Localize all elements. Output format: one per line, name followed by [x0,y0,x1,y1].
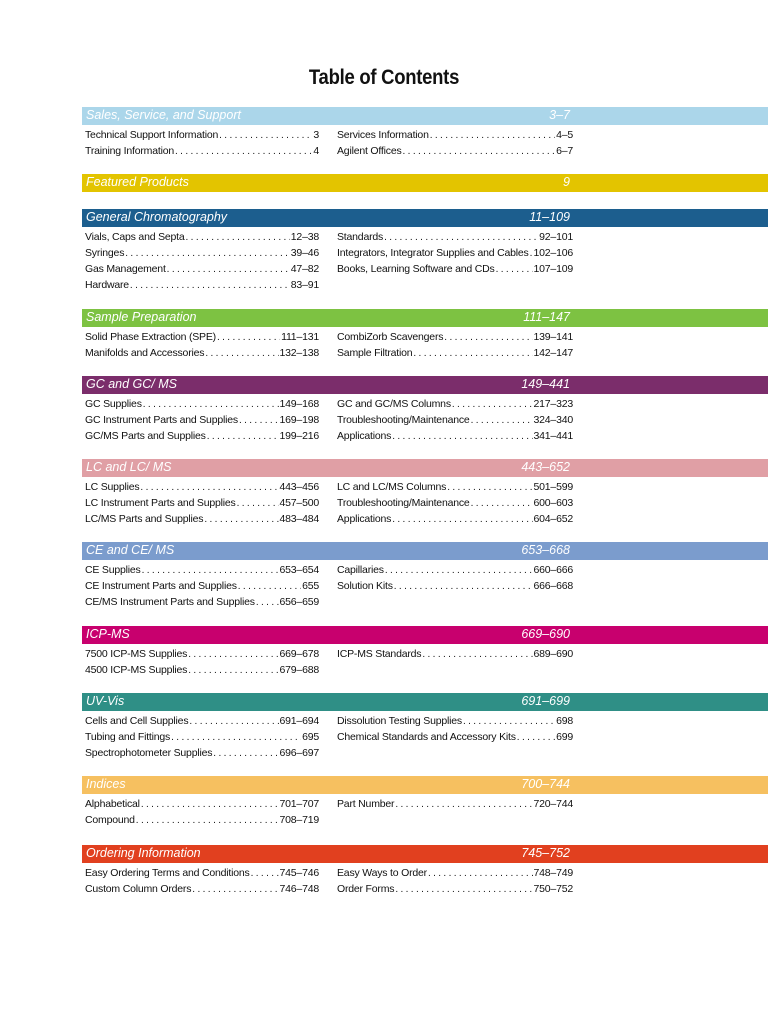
entry-label: LC and LC/MS Columns [337,481,447,493]
dot-leader [251,865,279,882]
entry-label: Sample Filtration [337,347,413,359]
dot-leader [496,261,533,278]
page-title: Table of Contents [308,66,460,89]
section-header-band [82,174,768,192]
toc-section [82,542,768,608]
entry-pages: 107–109 [533,263,573,275]
entry-label: Part Number [337,798,395,810]
entry-label: Technical Support Information [85,129,219,141]
entry-label: Applications [337,513,392,525]
entry-pages: 47–82 [290,263,319,275]
dot-leader [384,229,538,246]
entry-label: CE Instrument Parts and Supplies [85,580,237,592]
entry-label: GC and GC/MS Columns [337,398,451,410]
toc-section [82,309,768,359]
entry-pages: 748–749 [533,867,573,879]
toc-entry [337,127,573,143]
entry-label: CombiZorb Scavengers [337,331,444,343]
entry-label: Hardware [85,279,129,291]
entry-pages: 501–599 [533,481,573,493]
left-column [85,127,319,159]
left-column [85,396,319,444]
toc-entry [85,646,319,662]
entry-pages: 695 [302,731,319,743]
section-title: LC and LC/ MS [86,460,172,474]
toc-entry [85,428,319,444]
left-column [85,562,319,610]
section-header-band [82,309,768,327]
dot-leader [395,796,532,813]
dot-leader [188,646,278,663]
entry-pages: 149–168 [279,398,319,410]
toc-entry [337,245,573,261]
toc-section [82,845,768,895]
entry-pages: 139–141 [533,331,573,343]
toc-entry [85,796,319,812]
section-page-range: 745–752 [521,846,570,860]
entry-pages: 83–91 [290,279,319,291]
dot-leader [189,713,278,730]
right-column [337,127,573,159]
section-header-band [82,209,768,227]
entry-label: Capillaries [337,564,384,576]
dot-leader [394,578,533,595]
entry-label: Services Information [337,129,429,141]
dot-leader [430,127,555,144]
entry-label: Syringes [85,247,125,259]
toc-entry [85,329,319,345]
entry-label: CE/MS Instrument Parts and Supplies [85,596,255,608]
toc-section [82,107,768,157]
entry-pages: 660–666 [533,564,573,576]
entry-pages: 708–719 [279,814,319,826]
entry-label: Easy Ordering Terms and Conditions [85,867,250,879]
section-header-band [82,845,768,863]
left-column [85,646,319,678]
entry-label: Tubing and Fittings [85,731,171,743]
toc-entry [85,345,319,361]
dot-leader [238,578,301,595]
toc-entry [85,143,319,159]
entry-label: Chemical Standards and Accessory Kits [337,731,516,743]
toc-section [82,459,768,525]
toc-section [82,693,768,759]
entry-label: LC/MS Parts and Supplies [85,513,204,525]
entry-pages: 746–748 [279,883,319,895]
section-page-range: 9 [563,175,570,189]
toc-entry [85,495,319,511]
entry-pages: 6–7 [556,145,573,157]
entry-label: Standards [337,231,384,243]
toc-section [82,209,768,291]
dot-leader [471,412,533,429]
entry-pages: 655 [302,580,319,592]
entry-pages: 39–46 [290,247,319,259]
toc-entry [337,865,573,881]
toc-section [82,626,768,676]
dot-leader [256,594,279,611]
entry-label: Custom Column Orders [85,883,192,895]
entry-pages: 689–690 [533,648,573,660]
toc-entry [85,562,319,578]
entry-pages: 217–323 [533,398,573,410]
dot-leader [237,495,279,512]
dot-leader [142,562,279,579]
toc-entry [337,729,573,745]
toc-entry [337,495,573,511]
dot-leader [175,143,312,160]
entry-pages: 443–456 [279,481,319,493]
section-page-range: 669–690 [521,627,570,641]
entry-pages: 604–652 [533,513,573,525]
dot-leader [192,881,278,898]
left-column [85,865,319,897]
entry-label: LC Instrument Parts and Supplies [85,497,236,509]
entry-label: Dissolution Testing Supplies [337,715,462,727]
toc-entry [337,511,573,527]
section-page-range: 149–441 [521,377,570,391]
entry-label: Manifolds and Accessories [85,347,205,359]
right-column [337,562,573,594]
section-header-band [82,776,768,794]
entry-label: Compound [85,814,135,826]
left-column [85,229,319,293]
left-column [85,713,319,761]
dot-leader [395,881,532,898]
entry-pages: 12–38 [290,231,319,243]
toc-entry [85,412,319,428]
dot-leader [452,396,533,413]
dot-leader [392,511,532,528]
entry-label: Solution Kits [337,580,393,592]
entry-label: Alphabetical [85,798,140,810]
entry-label: Integrators, Integrator Supplies and Cables [337,247,529,259]
toc-entry [337,345,573,361]
right-column [337,479,573,527]
entry-pages: 666–668 [533,580,573,592]
toc-section [82,376,768,442]
toc-entry [85,261,319,277]
entry-pages: 679–688 [279,664,319,676]
right-column [337,329,573,361]
entry-label: 7500 ICP-MS Supplies [85,648,188,660]
right-column [337,229,573,277]
dot-leader [428,865,533,882]
entry-pages: 92–101 [539,231,573,243]
entry-label: Troubleshooting/Maintenance [337,414,470,426]
entry-pages: 600–603 [533,497,573,509]
toc-entry [85,662,319,678]
section-header-band [82,626,768,644]
section-title: UV-Vis [86,694,125,708]
dot-leader [213,745,278,762]
entry-label: Applications [337,430,392,442]
dot-leader [207,428,279,445]
dot-leader [171,729,301,746]
section-title: Featured Products [86,175,189,189]
toc-entry [85,713,319,729]
toc-entry [337,881,573,897]
entry-pages: 483–484 [279,513,319,525]
entry-label: GC/MS Parts and Supplies [85,430,206,442]
section-title: CE and CE/ MS [86,543,175,557]
entry-pages: 4–5 [556,129,573,141]
entry-label: Order Forms [337,883,395,895]
entry-pages: 169–198 [279,414,319,426]
dot-leader [471,495,533,512]
dot-leader [186,229,290,246]
toc-entry [337,646,573,662]
entry-label: GC Supplies [85,398,142,410]
section-header-band [82,107,768,125]
entry-pages: 142–147 [533,347,573,359]
toc-entry [337,428,573,444]
dot-leader [130,277,290,294]
entry-label: Troubleshooting/Maintenance [337,497,470,509]
dot-leader [125,245,290,262]
section-page-range: 3–7 [549,108,570,122]
dot-leader [217,329,280,346]
toc-entry [85,865,319,881]
section-page-range: 700–744 [521,777,570,791]
dot-leader [239,412,279,429]
entry-label: Agilent Offices [337,145,402,157]
entry-pages: 457–500 [279,497,319,509]
entry-pages: 698 [556,715,573,727]
entry-pages: 701–707 [279,798,319,810]
toc-entry [337,329,573,345]
entry-label: Cells and Cell Supplies [85,715,189,727]
entry-pages: 341–441 [533,430,573,442]
toc-entry [85,479,319,495]
dot-leader [392,428,532,445]
toc-entry [85,881,319,897]
dot-leader [530,245,533,262]
toc-entry [337,396,573,412]
entry-label: Training Information [85,145,174,157]
section-title: Sales, Service, and Support [86,108,241,122]
toc-entry [337,479,573,495]
entry-label: GC Instrument Parts and Supplies [85,414,238,426]
section-page-range: 653–668 [521,543,570,557]
entry-pages: 750–752 [533,883,573,895]
dot-leader [385,562,533,579]
dot-leader [143,396,279,413]
toc-entry [85,578,319,594]
section-title: GC and GC/ MS [86,377,177,391]
section-title: Indices [86,777,126,791]
entry-label: Books, Learning Software and CDs [337,263,495,275]
entry-pages: 324–340 [533,414,573,426]
entry-pages: 699 [556,731,573,743]
right-column [337,796,573,812]
entry-pages: 4 [313,145,319,157]
dot-leader [136,812,279,829]
section-header-band [82,376,768,394]
section-title: ICP-MS [86,627,130,641]
dot-leader [444,329,532,346]
toc-entry [337,562,573,578]
entry-label: CE Supplies [85,564,141,576]
toc-entry [85,396,319,412]
toc-entry [337,713,573,729]
toc-entry [85,745,319,761]
right-column [337,713,573,745]
toc-entry [85,511,319,527]
dot-leader [204,511,278,528]
dot-leader [140,479,278,496]
dot-leader [447,479,532,496]
entry-label: 4500 ICP-MS Supplies [85,664,188,676]
section-page-range: 111–147 [523,310,570,324]
dot-leader [422,646,532,663]
entry-label: ICP-MS Standards [337,648,422,660]
entry-pages: 745–746 [279,867,319,879]
entry-pages: 656–659 [279,596,319,608]
toc-entry [337,261,573,277]
right-column [337,396,573,444]
right-column [337,646,573,662]
entry-pages: 3 [313,129,319,141]
entry-pages: 696–697 [279,747,319,759]
toc-entry [85,594,319,610]
section-page-range: 691–699 [521,694,570,708]
dot-leader [188,662,278,679]
section-title: Ordering Information [86,846,201,860]
entry-label: Easy Ways to Order [337,867,427,879]
entry-label: Vials, Caps and Septa [85,231,185,243]
dot-leader [463,713,555,730]
entry-pages: 653–654 [279,564,319,576]
entry-pages: 102–106 [533,247,573,259]
entry-pages: 132–138 [279,347,319,359]
entry-pages: 111–131 [281,331,319,343]
toc-entry [337,143,573,159]
toc-entry [85,245,319,261]
section-page-range: 443–652 [521,460,570,474]
right-column [337,865,573,897]
dot-leader [517,729,555,746]
toc-entry [337,578,573,594]
toc-entry [85,229,319,245]
dot-leader [141,796,279,813]
toc-section [82,776,768,826]
entry-label: Solid Phase Extraction (SPE) [85,331,216,343]
section-header-band [82,542,768,560]
entry-pages: 669–678 [279,648,319,660]
toc-entry [337,796,573,812]
left-column [85,479,319,527]
toc-entry [337,229,573,245]
toc-entry [337,412,573,428]
dot-leader [167,261,290,278]
dot-leader [219,127,312,144]
entry-label: Spectrophotometer Supplies [85,747,213,759]
toc-entry [85,277,319,293]
entry-label: Gas Management [85,263,166,275]
toc-section [82,174,768,194]
entry-pages: 691–694 [279,715,319,727]
entry-pages: 199–216 [279,430,319,442]
toc-entry [85,812,319,828]
dot-leader [413,345,532,362]
left-column [85,796,319,828]
dot-leader [403,143,556,160]
section-header-band [82,693,768,711]
toc-entry [85,127,319,143]
entry-pages: 720–744 [533,798,573,810]
dot-leader [205,345,278,362]
entry-label: LC Supplies [85,481,140,493]
section-title: General Chromatography [86,210,228,224]
section-title: Sample Preparation [86,310,197,324]
section-header-band [82,459,768,477]
section-page-range: 11–109 [529,210,570,224]
left-column [85,329,319,361]
toc-entry [85,729,319,745]
